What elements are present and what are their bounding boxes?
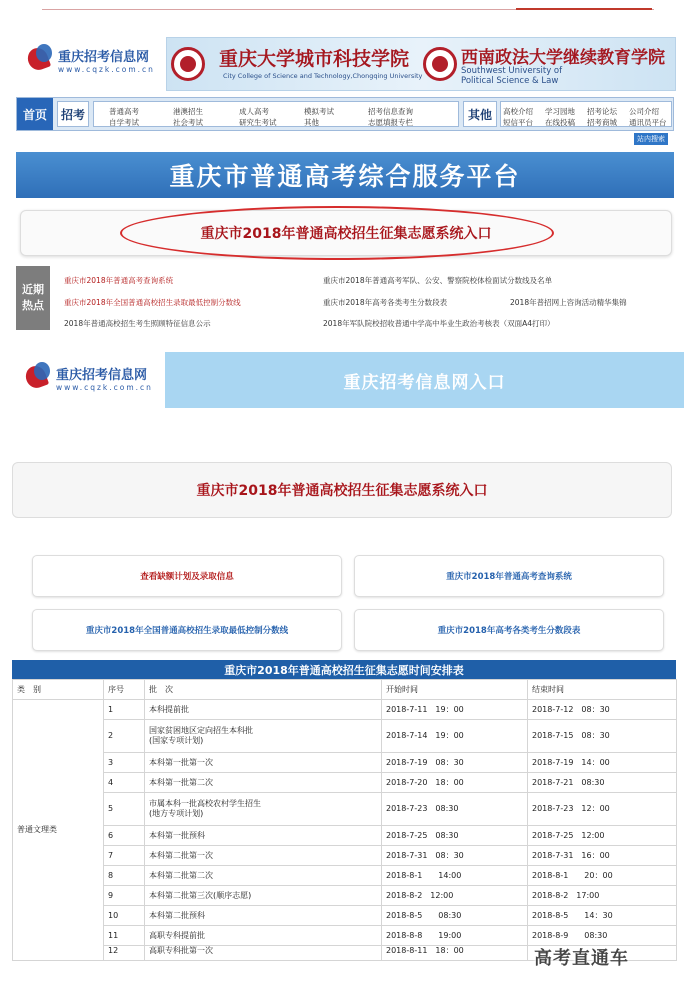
- batch-cell: 本科第一批预科: [145, 826, 382, 846]
- platform-banner: [16, 152, 674, 198]
- table-row: [13, 753, 677, 773]
- end-cell: 2018-8-2 17:00: [528, 886, 677, 906]
- nav-other-link[interactable]: 公司介绍: [629, 107, 659, 116]
- portal-entry-label: 重庆招考信息网入口: [343, 372, 506, 393]
- end-cell: 2018-7-25 12:00: [528, 826, 677, 846]
- hot-topics-tag: [16, 266, 50, 330]
- score-query-button[interactable]: [354, 555, 664, 597]
- seq-cell: 4: [104, 773, 145, 793]
- hot-link[interactable]: 2018年普通高校招生考生照顾特征信息公示: [64, 319, 211, 328]
- hot-link[interactable]: 重庆市2018年普通高考查询系统: [64, 276, 174, 285]
- table-row: [13, 906, 677, 926]
- start-cell: 2018-8-5 08:30: [382, 906, 528, 926]
- site-logo-2[interactable]: [26, 362, 153, 392]
- hot-tag-line1: 近期: [22, 283, 44, 296]
- batch-cell: 高职专科提前批: [145, 926, 382, 946]
- end-cell: 2018-8-5 14：30: [528, 906, 677, 926]
- col-header: 开始时间: [382, 680, 528, 700]
- main-nav: [16, 97, 674, 131]
- seq-cell: 5: [104, 793, 145, 826]
- cqu-city-college-seal-icon: [171, 47, 205, 81]
- entry-second-button[interactable]: [12, 462, 672, 518]
- seq-cell: 1: [104, 700, 145, 720]
- seq-cell: 10: [104, 906, 145, 926]
- hot-tag-line2: 热点: [22, 299, 44, 312]
- banner-right-title: 西南政法大学继续教育学院: [461, 48, 665, 68]
- end-cell: 2018-7-15 08：30: [528, 720, 677, 753]
- nav-link[interactable]: 自学考试: [109, 118, 139, 127]
- table-row: [13, 926, 677, 946]
- batch-cell: 国家贫困地区定向招生本科批 (国家专项计划): [145, 720, 382, 753]
- score-table-label: 重庆市2018年高考各类考生分数段表: [437, 626, 581, 636]
- schedule-table: [12, 679, 677, 961]
- col-header: 批 次: [145, 680, 382, 700]
- hot-link[interactable]: 重庆市2018年普通高考军队、公安、警察院校体检面试分数线及名单: [323, 276, 553, 285]
- table-row: [13, 700, 677, 720]
- logo-url: www.cqzk.com.cn: [58, 65, 155, 74]
- batch-cell: 本科第二批第二次: [145, 866, 382, 886]
- seq-cell: 7: [104, 846, 145, 866]
- seq-cell: 12: [104, 946, 145, 961]
- banner-left-subtitle: City College of Science and Technology,Chongqing University: [223, 72, 423, 80]
- batch-cell: 本科提前批: [145, 700, 382, 720]
- start-cell: 2018-8-1 14:00: [382, 866, 528, 886]
- nav-link[interactable]: 港澳招生: [173, 107, 203, 116]
- col-header: 类 别: [13, 680, 104, 700]
- entry-second-label: 重庆市2018年普通高校招生征集志愿系统入口: [196, 483, 488, 499]
- logo-url: www.cqzk.com.cn: [56, 383, 153, 392]
- hot-link[interactable]: 2018年普招网上咨询活动精华集锦: [510, 298, 627, 307]
- nav-other-link[interactable]: 短信平台: [503, 118, 533, 127]
- nav-other[interactable]: 其他: [463, 101, 497, 127]
- nav-link[interactable]: 成人高考: [239, 107, 269, 116]
- nav-link[interactable]: 模拟考试: [304, 107, 334, 116]
- start-cell: 2018-7-20 18：00: [382, 773, 528, 793]
- start-cell: 2018-7-25 08:30: [382, 826, 528, 846]
- platform-title: 重庆市普通高考综合服务平台: [169, 162, 521, 191]
- table-row: [13, 773, 677, 793]
- col-header: 序号: [104, 680, 145, 700]
- seq-cell: 2: [104, 720, 145, 753]
- batch-cell: 本科第一批第一次: [145, 753, 382, 773]
- hot-link[interactable]: 重庆市2018年高考各类考生分数段表: [323, 298, 448, 307]
- banner-right-subtitle-1: Southwest University of: [461, 66, 563, 76]
- banner-right-subtitle-2: Political Science & Law: [461, 76, 559, 86]
- seq-cell: 3: [104, 753, 145, 773]
- batch-cell: 高职专科批第一次: [145, 946, 382, 961]
- table-row: [13, 886, 677, 906]
- nav-other-link[interactable]: 招考商城: [587, 118, 617, 127]
- entry-main-button[interactable]: [20, 210, 672, 256]
- table-row: [13, 826, 677, 846]
- schedule-title: 重庆市2018年普通高校招生征集志愿时间安排表: [12, 660, 676, 679]
- batch-cell: 本科第二批预科: [145, 906, 382, 926]
- end-cell: 2018-7-21 08:30: [528, 773, 677, 793]
- table-row: [13, 720, 677, 753]
- nav-other-link[interactable]: 通讯员平台: [629, 118, 667, 127]
- start-cell: 2018-7-11 19：00: [382, 700, 528, 720]
- nav-link[interactable]: 其他: [304, 118, 319, 127]
- swupl-seal-icon: [423, 47, 457, 81]
- nav-links-group: [93, 101, 459, 127]
- hot-link[interactable]: 重庆市2018年全国普通高校招生录取最低控制分数线: [64, 298, 241, 307]
- batch-cell: 市属本科一批高校农村学生招生 (地方专项计划): [145, 793, 382, 826]
- hot-link[interactable]: 2018年军队院校招收普通中学高中毕业生政治考核表（双面A4打印）: [323, 319, 555, 328]
- nav-link[interactable]: 招考信息查询: [368, 107, 413, 116]
- nav-link[interactable]: 普通高考: [109, 107, 139, 116]
- hot-topics: [16, 266, 674, 330]
- score-table-button[interactable]: [354, 609, 664, 651]
- seq-cell: 8: [104, 866, 145, 886]
- score-query-label: 重庆市2018年普通高考查询系统: [446, 572, 572, 582]
- table-row: [13, 846, 677, 866]
- batch-cell: 本科第一批第二次: [145, 773, 382, 793]
- min-score-button[interactable]: [32, 609, 342, 651]
- seq-cell: 9: [104, 886, 145, 906]
- banner-left-title: 重庆大学城市科技学院: [219, 48, 410, 70]
- top-divider-accent: [516, 8, 652, 10]
- min-score-label: 重庆市2018年全国普通高校招生录取最低控制分数线: [85, 626, 289, 636]
- ad-banner[interactable]: [166, 37, 676, 91]
- nav-other-links-group: [500, 101, 672, 127]
- logo-icon: [26, 362, 54, 392]
- nav-other-link[interactable]: 高校介绍: [503, 107, 533, 116]
- site-search-button[interactable]: 站内搜索: [634, 133, 668, 145]
- col-header: 结束时间: [528, 680, 677, 700]
- site-logo[interactable]: [28, 44, 155, 74]
- seq-cell: 6: [104, 826, 145, 846]
- nav-other-link[interactable]: 招考论坛: [587, 107, 617, 116]
- batch-cell: 本科第二批第一次: [145, 846, 382, 866]
- table-row: [13, 866, 677, 886]
- end-cell: 2018-7-19 14：00: [528, 753, 677, 773]
- start-cell: 2018-7-19 08：30: [382, 753, 528, 773]
- portal-entry-bar[interactable]: [165, 352, 684, 408]
- end-cell: 2018-7-12 08：30: [528, 700, 677, 720]
- plan-info-button[interactable]: [32, 555, 342, 597]
- nav-other-link[interactable]: 学习园地: [545, 107, 575, 116]
- nav-link[interactable]: 研究生考试: [239, 118, 277, 127]
- watermark: 高考直通车: [534, 948, 629, 969]
- start-cell: 2018-7-23 08:30: [382, 793, 528, 826]
- end-cell: 2018-7-31 16：00: [528, 846, 677, 866]
- end-cell: 2018-7-23 12：00: [528, 793, 677, 826]
- seq-cell: 11: [104, 926, 145, 946]
- logo-name: 重庆招考信息网: [58, 50, 150, 65]
- start-cell: 2018-7-14 19：00: [382, 720, 528, 753]
- logo-icon: [28, 44, 56, 74]
- table-row: [13, 793, 677, 826]
- nav-other-link[interactable]: 在线投稿: [545, 118, 575, 127]
- batch-cell: 本科第二批第三次(顺序志愿): [145, 886, 382, 906]
- nav-zhaokao[interactable]: 招考: [57, 101, 89, 127]
- logo-name: 重庆招考信息网: [56, 368, 148, 383]
- nav-link[interactable]: 社会考试: [173, 118, 203, 127]
- end-cell: 2018-8-9 08:30: [528, 926, 677, 946]
- plan-info-label: 查看缺额计划及录取信息: [140, 572, 234, 582]
- start-cell: 2018-8-2 12:00: [382, 886, 528, 906]
- end-cell: 2018-8-1 20：00: [528, 866, 677, 886]
- nav-home[interactable]: 首页: [17, 98, 53, 130]
- start-cell: 2018-8-8 19:00: [382, 926, 528, 946]
- nav-link[interactable]: 志愿填报专栏: [368, 118, 413, 127]
- start-cell: 2018-7-31 08：30: [382, 846, 528, 866]
- start-cell: 2018-8-11 18：00: [382, 946, 528, 961]
- category-cell: 普通文理类: [13, 700, 104, 961]
- entry-main-label: 重庆市2018年普通高校招生征集志愿系统入口: [200, 226, 492, 242]
